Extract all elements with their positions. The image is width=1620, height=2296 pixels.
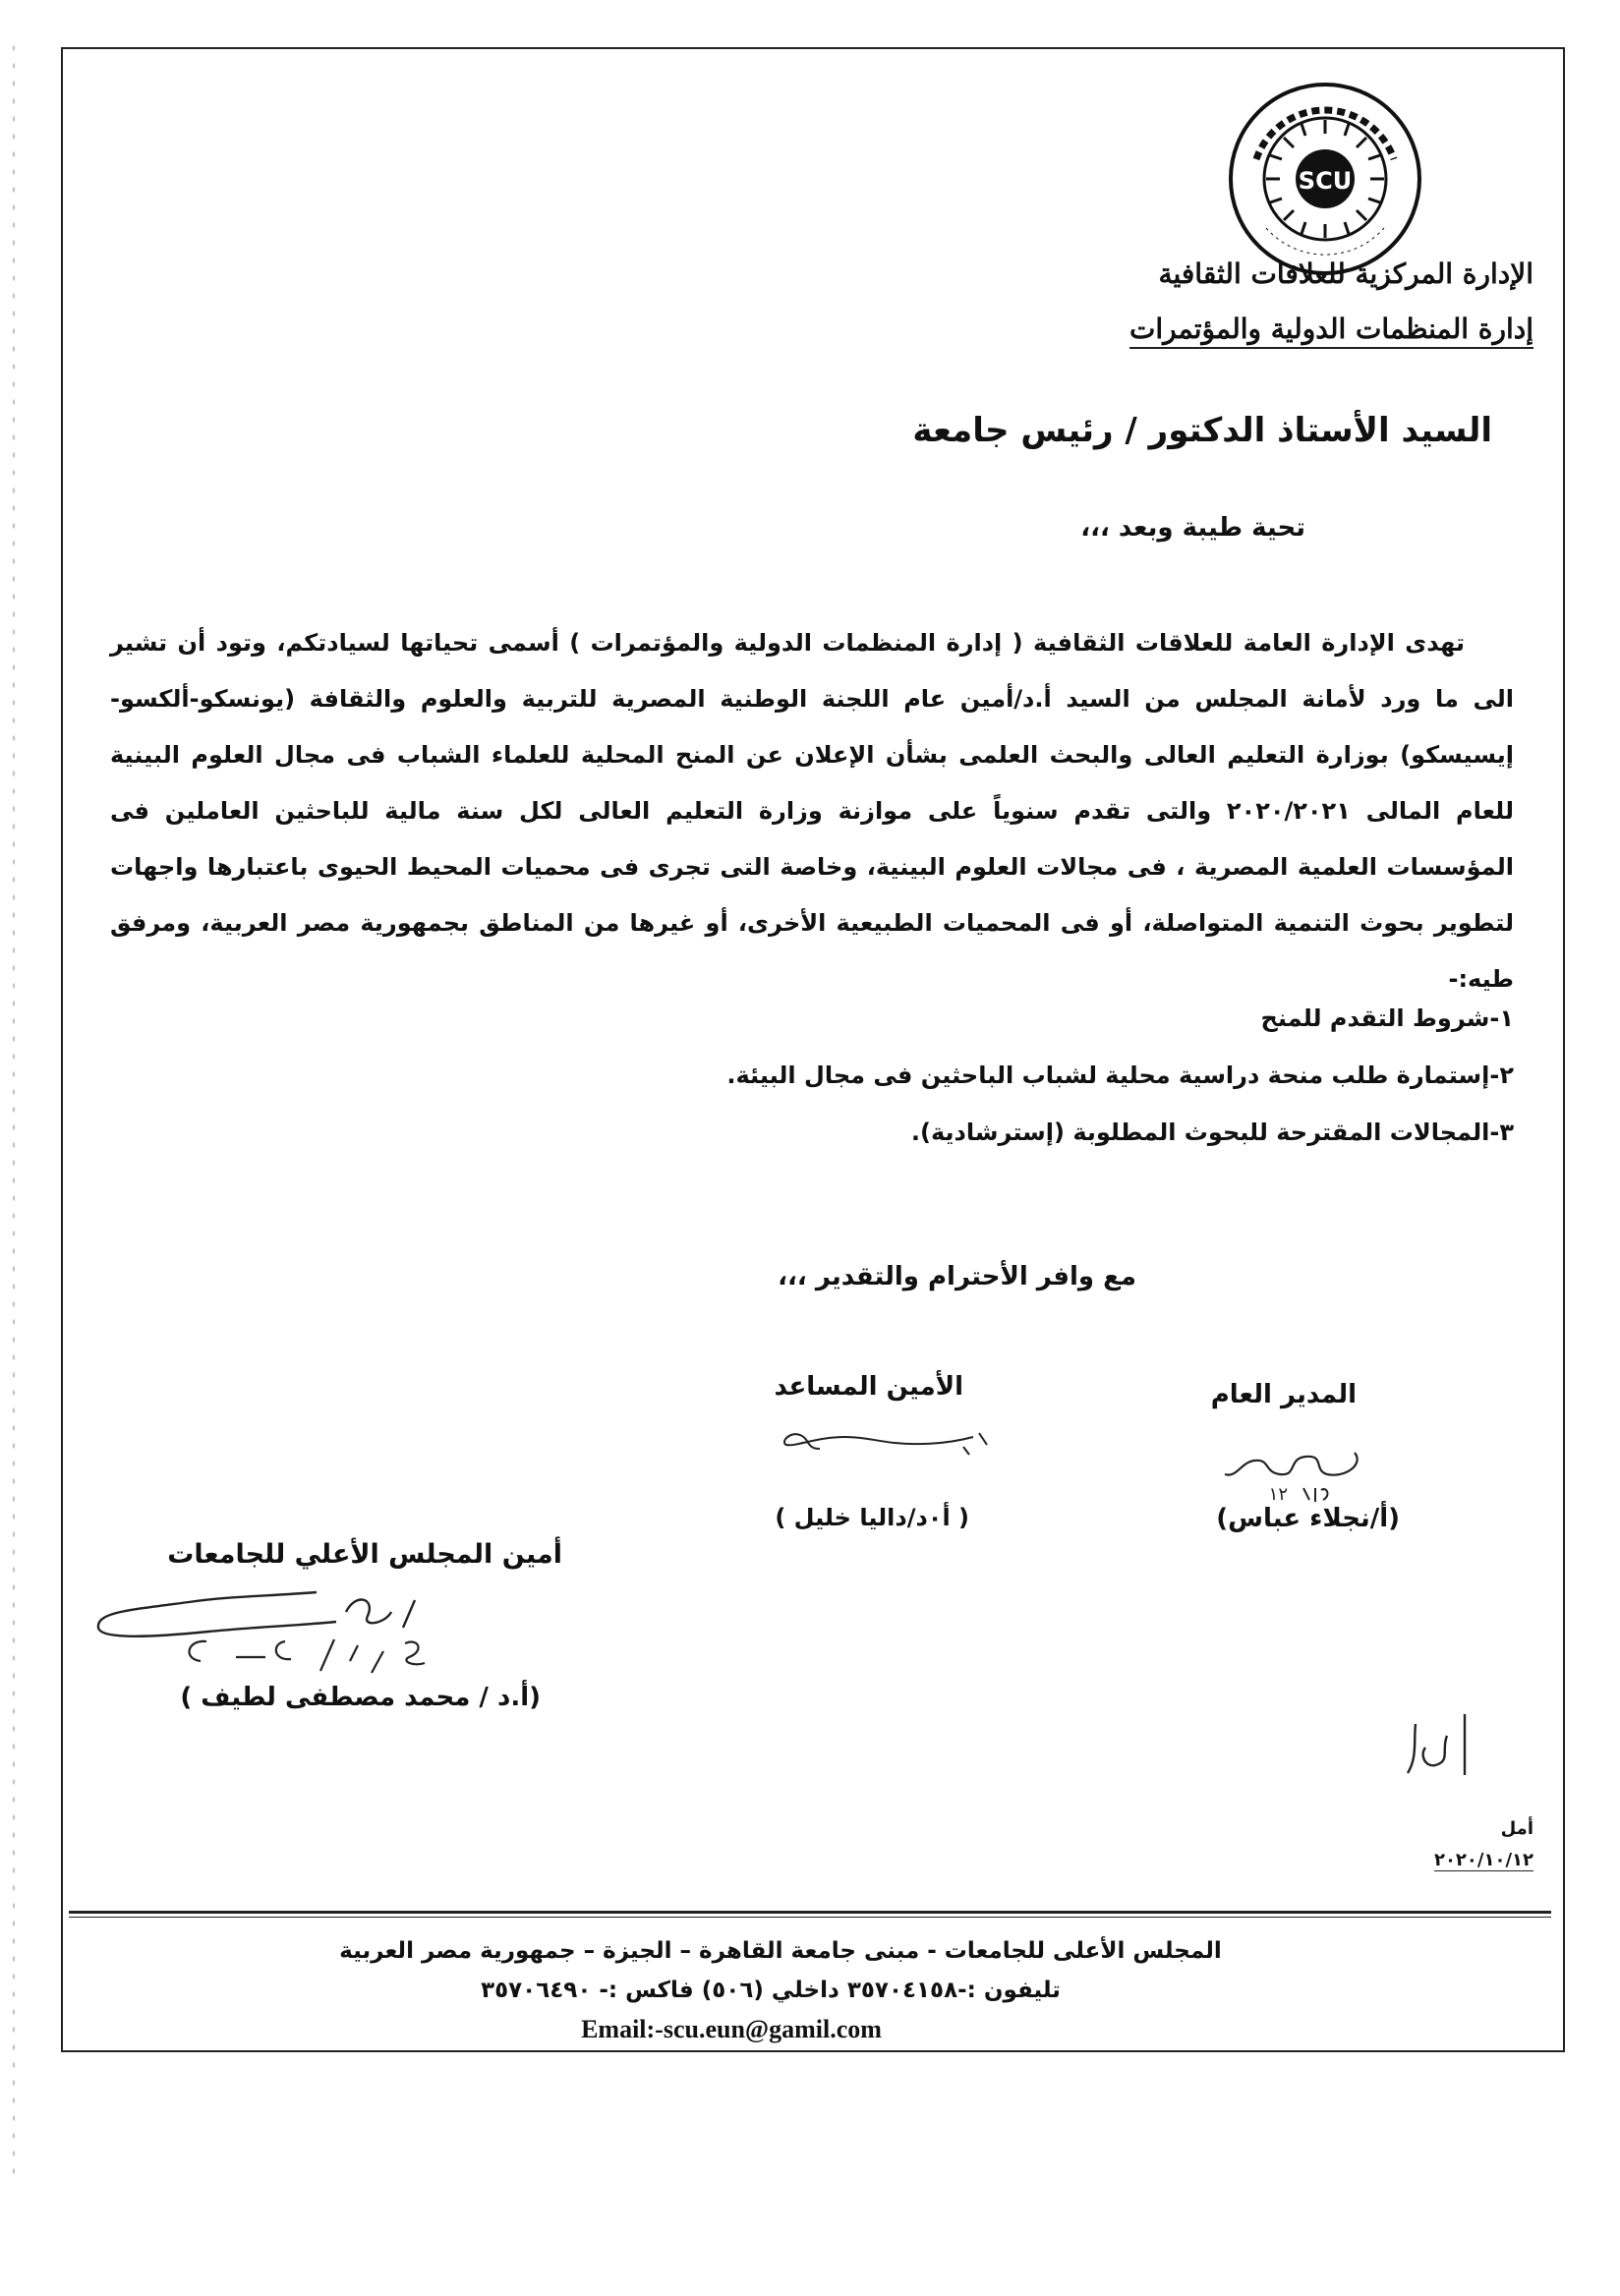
letter-body-text: تهدى الإدارة العامة للعلاقات الثقافية ( إدارة المنظمات الدولية والمؤتمرات ) أسمى تحياتها لسيادتكم، وتود أن تشير الى ما ورد لأمانة المجلس من السيد أ.د/أمين عام اللجنة الوطنية المصرية للتربية والعلوم والثقافة (يونسكو-ألكسو-إيسيسكو) بوزارة التعليم العالى والبحث العلمى بشأن الإعلان عن المنح المحلية للعلماء الشباب فى مجال العلوم البينية للعام المالى ٢٠٢٠/٢٠٢١ والتى تقدم سنوياً على موازنة وزارة التعليم العالى لكل سنة مالية للباحثين العاملين فى المؤسسات العلمية المصرية ، فى مجالات العلوم البينية، وخاصة التى تجرى فى محميات المحيط الحيوى باعتبارها واجهات لتطوير بحوث التنمية المتواصلة، أو فى المحميات الطبيعية الأخرى، أو غيرها من المناطق بجمهورية مصر العربية، ومرفق طيه:- xyxy=(110,629,1514,993)
sub-department-name: إدارة المنظمات الدولية والمؤتمرات xyxy=(1129,313,1533,345)
assistant-secretary-name: ( أ٠د/داليا خليل ) xyxy=(775,1504,969,1531)
enclosure-item: ٢-إستمارة طلب منحة دراسية محلية لشباب الباحثين فى مجال البيئة. xyxy=(726,1062,1514,1089)
initials-label: أمل xyxy=(1500,1818,1533,1839)
svg-text:SCU: SCU xyxy=(1298,167,1353,195)
enclosure-item: ٣-المجالات المقترحة للبحوث المطلوبة (إسترشادية). xyxy=(910,1119,1514,1146)
footer-address: المجلس الأعلى للجامعات - مبنى جامعة القاهرة – الجيزة – جمهورية مصر العربية xyxy=(339,1938,1222,1964)
assistant-secretary-title: الأمين المساعد xyxy=(774,1372,963,1402)
enclosure-item: ١-شروط التقدم للمنح xyxy=(1260,1004,1514,1032)
letter-body xyxy=(110,615,1514,1007)
scu-seal-icon xyxy=(1227,81,1423,277)
footer-divider-thin xyxy=(69,1917,1551,1918)
assistant-secretary-signature xyxy=(777,1415,993,1474)
footer-email: Email:-scu.eun@gamil.com xyxy=(581,2015,882,2043)
footer-phone: تليفون :-٣٥٧٠٤١٥٨ داخلي (٥٠٦) فاكس :- ٣٥٧٠٦٤٩٠ xyxy=(481,1978,1061,2003)
general-manager-signature-note: ١٢ xyxy=(1268,1484,1288,1505)
general-manager-title: المدير العام xyxy=(1210,1380,1357,1409)
secretary-general-title: أمين المجلس الأعلي للجامعات xyxy=(167,1539,562,1570)
recipient-line: السيد الأستاذ الدكتور / رئيس جامعة xyxy=(912,411,1492,450)
footer-divider xyxy=(69,1911,1551,1914)
general-manager-name: (أ/نجلاء عباس) xyxy=(1216,1504,1400,1533)
secretary-general-handwritten-date xyxy=(147,1632,462,1681)
general-manager-signature xyxy=(1207,1435,1374,1514)
secretary-general-name: (أ.د / محمد مصطفى لطيف ) xyxy=(180,1683,541,1712)
closing-line: مع وافر الأحترام والتقدير ،،، xyxy=(778,1262,1136,1292)
greeting: تحية طيبة وبعد ،،، xyxy=(1080,513,1305,543)
handwritten-initial xyxy=(1396,1700,1484,1789)
scan-margin-dots xyxy=(10,39,18,2182)
department-name: الإدارة المركزية للعلاقات الثقافية xyxy=(1158,258,1533,290)
initials-date: ٢٠٢٠/١٠/١٢ xyxy=(1433,1850,1533,1870)
